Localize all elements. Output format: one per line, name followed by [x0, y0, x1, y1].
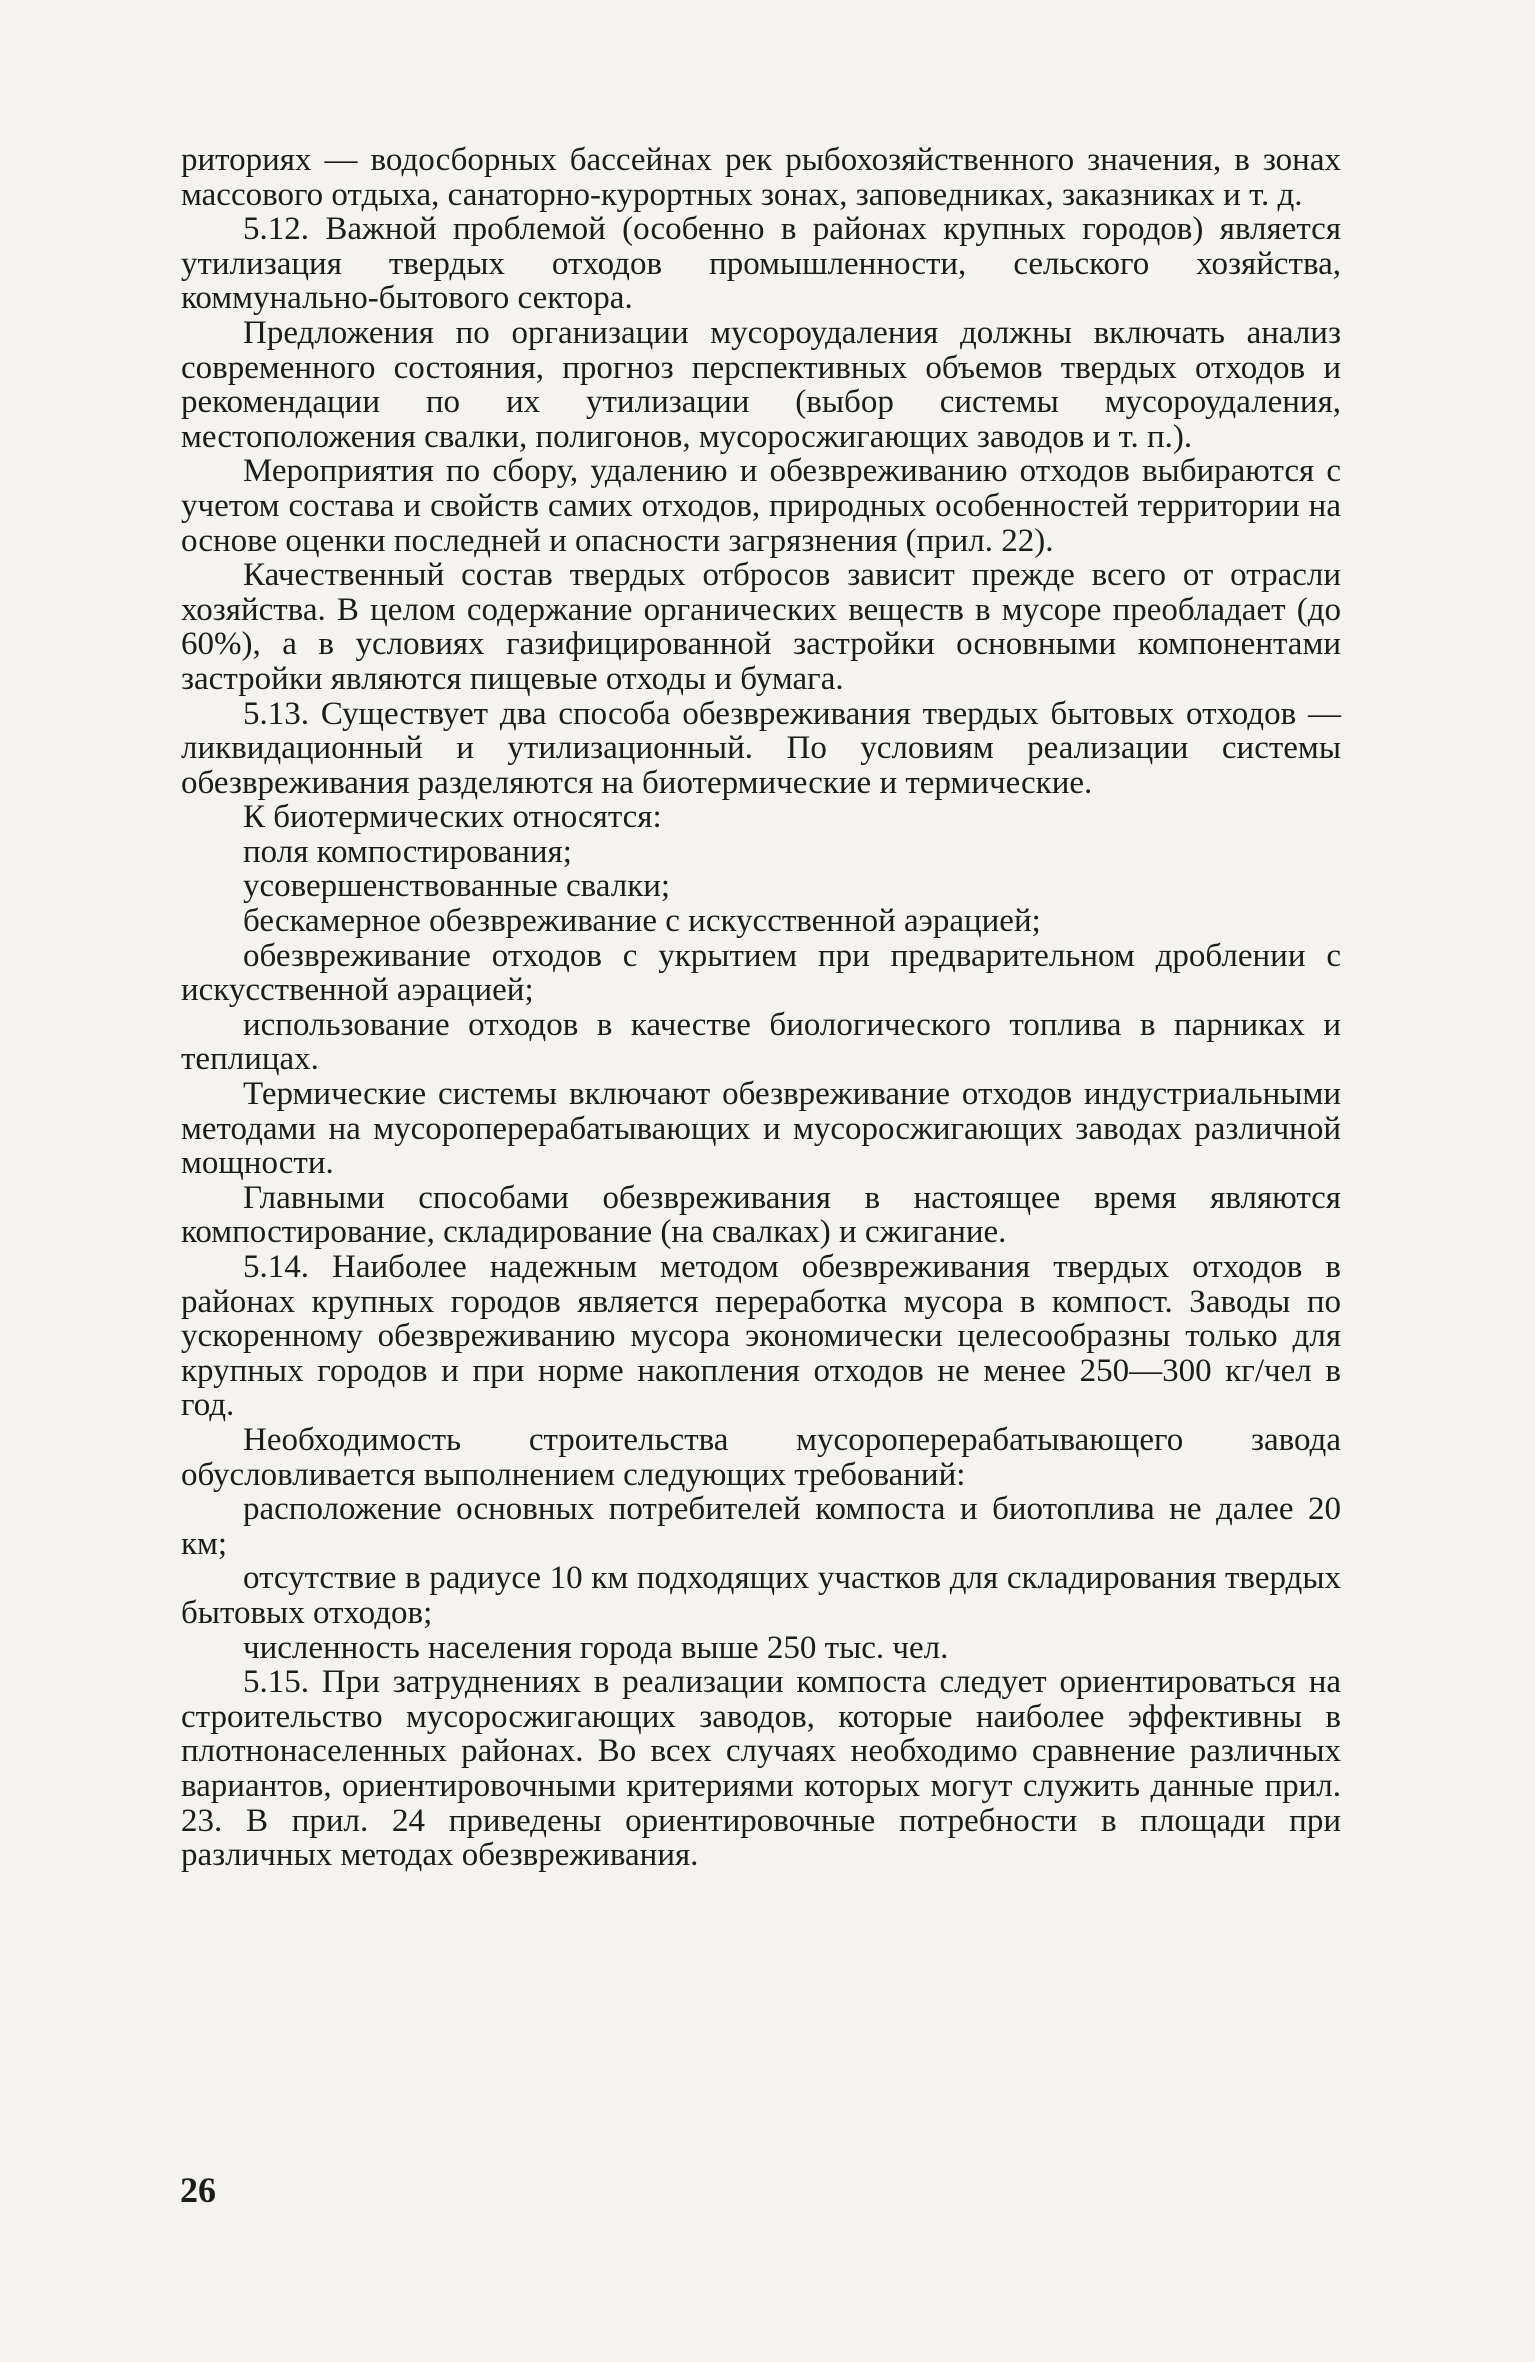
- paragraph-5-13: 5.13. Существует два способа обезвреживания твердых бытовых отходов — ликвидационный и утилизационный. По условиям реализации системы обезвреживания разделяются на биотермические и термические.: [181, 695, 1341, 801]
- paragraph-5-14: 5.14. Наиболее надежным методом обезвреживания твердых отходов в районах крупных городов является переработка мусора в компост. Заводы по ускоренному обезвреживанию мусора экономически целесообразны только для крупных городов и при норме накопления отходов не менее 250—300 кг/чел в год.: [181, 1249, 1341, 1424]
- body-text: [181, 143, 1341, 1873]
- list-item-consumers: расположение основных потребителей компоста и биотоплива не далее 20 км;: [181, 1491, 1341, 1562]
- list-item-no-sites: отсутствие в радиусе 10 км подходящих участков для складирования твердых бытовых отходов;: [181, 1560, 1341, 1631]
- list-item-improved-dumps: усовершенствованные свалки;: [243, 868, 671, 905]
- paragraph-thermal-systems: Термические системы включают обезвреживание отходов индустриальными методами на мусороперерабатывающих и мусоросжигающих заводах различной мощности.: [181, 1076, 1341, 1182]
- page-number: 26: [180, 2170, 216, 2210]
- paragraph-5-15: 5.15. При затруднениях в реализации компоста следует ориентироваться на строительство мусоросжигающих заводов, которые наиболее эффективны в плотнонаселенных районах. Во всех случаях необходимо сравнение различных вариантов, ориентировочными критериями которых могут служить данные прил. 23. В прил. 24 приведены ориентировочные потребности в площади при различных методах обезвреживания.: [181, 1664, 1341, 1874]
- paragraph-composition: Качественный состав твердых отбросов зависит прежде всего от отрасли хозяйства. В целом содержание органических веществ в мусоре преобладает (до 60%), а в условиях газифицированной застройки основными компонентами застройки являются пищевые отходы и бумага.: [181, 557, 1341, 697]
- paragraph-main-methods: Главными способами обезвреживания в настоящее время являются компостирование, складирование (на свалках) и сжигание.: [181, 1179, 1341, 1251]
- list-item-covered-crushing: обезвреживание отходов с укрытием при предварительном дроблении с искусственной аэрацией;: [181, 937, 1341, 1009]
- paragraph-biothermal-intro: К биотермических относятся:: [243, 799, 662, 836]
- paragraph-plant-necessity: Необходимость строительства мусороперерабатывающего завода обусловливается выполнением следующих требований:: [181, 1421, 1341, 1493]
- list-item-composting-fields: поля компостирования;: [243, 833, 572, 870]
- list-item-chamberless: бескамерное обезвреживание с искусственной аэрацией;: [243, 903, 1041, 940]
- paragraph-5-12: 5.12. Важной проблемой (особенно в районах крупных городов) является утилизация твердых отходов промышленности, сельского хозяйства, коммунально-бытового сектора.: [181, 211, 1341, 317]
- list-item-biofuel: использование отходов в качестве биологического топлива в парниках и теплицах.: [181, 1006, 1341, 1078]
- list-item-population: численность населения города выше 250 тыс. чел.: [243, 1629, 949, 1666]
- paragraph-measures: Мероприятия по сбору, удалению и обезвреживанию отходов выбираются с учетом состава и свойств самих отходов, природных особенностей территории на основе оценки последней и опасности загрязнения (прил. 22).: [181, 453, 1341, 559]
- paragraph-continuation: риториях — водосборных бассейнах рек рыбохозяйственного значения, в зонах массового отдыха, санаторно-курортных зонах, заповедниках, заказниках и т. д.: [181, 142, 1341, 213]
- paragraph-proposals: Предложения по организации мусороудаления должны включать анализ современного состояния, прогноз перспективных объемов твердых отходов и рекомендации по их утилизации (выбор системы мусороудаления, местоположения свалки, полигонов, мусоросжигающих заводов и т. п.).: [181, 314, 1341, 455]
